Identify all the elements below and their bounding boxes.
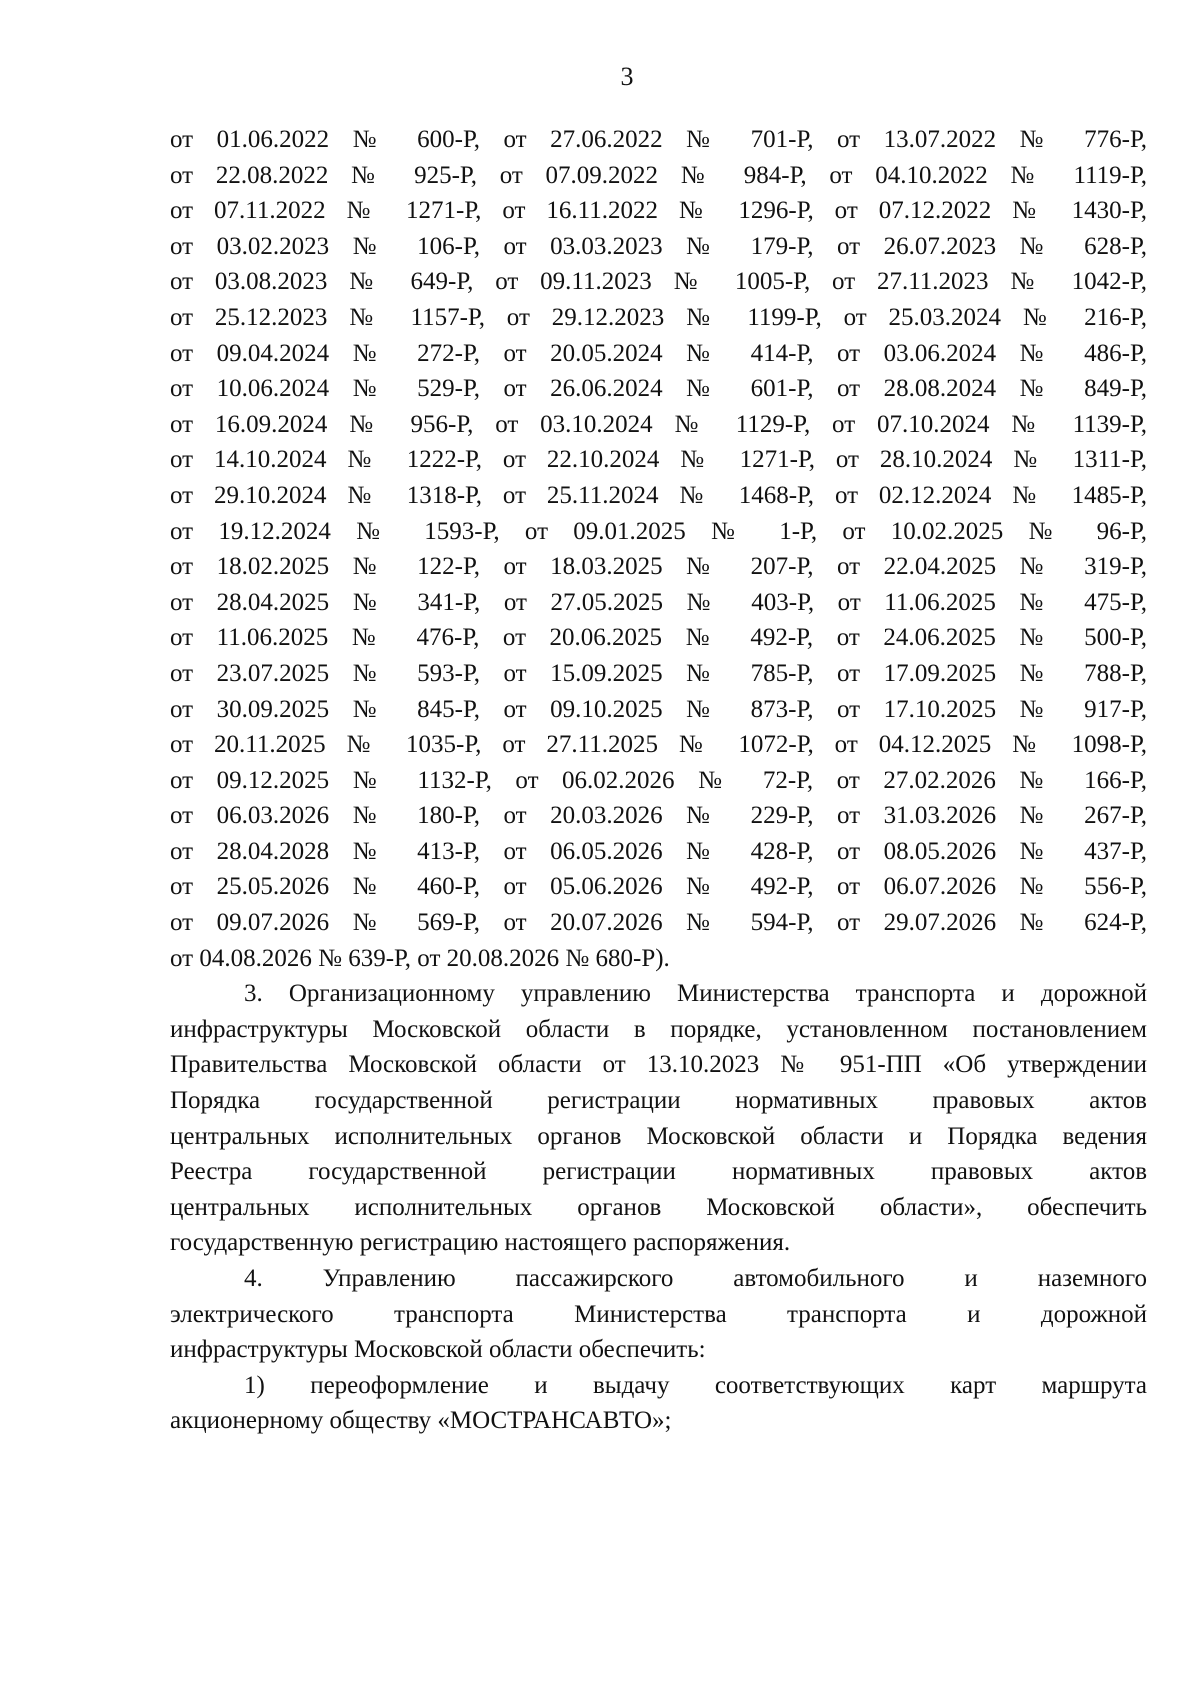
list-line: от 25.12.2023 № 1157-Р, от 29.12.2023 № 1199-Р, от 25.03.2024 № 216-Р,: [170, 303, 1147, 331]
item-1: [170, 1368, 1147, 1439]
list-line: от 01.06.2022 № 600-Р, от 27.06.2022 № 701-Р, от 13.07.2022 № 776-Р,: [170, 126, 1147, 153]
list-line: от 30.09.2025 № 845-Р, от 09.10.2025 № 873-Р, от 17.10.2025 № 917-Р,: [170, 695, 1147, 723]
list-line: от 28.04.2025 № 341-Р, от 27.05.2025 № 403-Р, от 11.06.2025 № 475-Р,: [170, 588, 1147, 616]
list-line: от 10.06.2024 № 529-Р, от 26.06.2024 № 601-Р, от 28.08.2024 № 849-Р,: [170, 375, 1147, 403]
list-line: от 28.04.2028 № 413-Р, от 06.05.2026 № 428-Р, от 08.05.2026 № 437-Р,: [170, 837, 1147, 865]
list-line: от 11.06.2025 № 476-Р, от 20.06.2025 № 492-Р, от 24.06.2025 № 500-Р,: [170, 624, 1147, 652]
orders-list: [170, 122, 1147, 976]
paragraph-line: электрического транспорта Министерства транспорта и дорожной: [170, 1300, 1147, 1328]
list-line: от 19.12.2024 № 1593-Р, от 09.01.2025 № 1-Р, от 10.02.2025 № 96-Р,: [170, 517, 1147, 545]
document-body: [170, 122, 1147, 1439]
list-line: от 25.05.2026 № 460-Р, от 05.06.2026 № 492-Р, от 06.07.2026 № 556-Р,: [170, 873, 1147, 901]
list-line: от 14.10.2024 № 1222-Р, от 22.10.2024 № 1271-Р, от 28.10.2024 № 1311-Р,: [170, 446, 1147, 474]
paragraph-line: инфраструктуры Московской области в порядке, установленном постановлением: [170, 1015, 1147, 1043]
list-line: от 03.08.2023 № 649-Р, от 09.11.2023 № 1005-Р, от 27.11.2023 № 1042-Р,: [170, 268, 1147, 296]
list-line: от 09.04.2024 № 272-Р, от 20.05.2024 № 414-Р, от 03.06.2024 № 486-Р,: [170, 339, 1147, 367]
paragraph-line-last: инфраструктуры Московской области обеспечить:: [170, 1336, 706, 1364]
list-line: от 23.07.2025 № 593-Р, от 15.09.2025 № 785-Р, от 17.09.2025 № 788-Р,: [170, 659, 1147, 687]
paragraph-line: Правительства Московской области от 13.10.2023 № 951-ПП «Об утверждении: [170, 1051, 1147, 1079]
list-line: от 20.11.2025 № 1035-Р, от 27.11.2025 № 1072-Р, от 04.12.2025 № 1098-Р,: [170, 731, 1147, 759]
paragraph-line: 4. Управлению пассажирского автомобильного и наземного: [244, 1265, 1147, 1292]
page-number: 3: [620, 62, 634, 91]
list-line: от 06.03.2026 № 180-Р, от 20.03.2026 № 229-Р, от 31.03.2026 № 267-Р,: [170, 802, 1147, 830]
list-line: от 09.12.2025 № 1132-Р, от 06.02.2026 № 72-Р, от 27.02.2026 № 166-Р,: [170, 766, 1147, 794]
paragraph-line: центральных исполнительных органов Московской области», обеспечить: [170, 1193, 1147, 1221]
paragraph-line: 1) переоформление и выдачу соответствующих карт маршрута: [244, 1371, 1147, 1399]
paragraph-line: 3. Организационному управлению Министерства транспорта и дорожной: [244, 980, 1147, 1008]
paragraph-line: центральных исполнительных органов Московской области и Порядка ведения: [170, 1122, 1147, 1150]
paragraph-line-last: акционерному обществу «МОСТРАНСАВТО»;: [170, 1407, 672, 1435]
paragraph-line-last: государственную регистрацию настоящего распоряжения.: [170, 1229, 791, 1257]
paragraph-3: [170, 976, 1147, 1261]
list-line: от 18.02.2025 № 122-Р, от 18.03.2025 № 207-Р, от 22.04.2025 № 319-Р,: [170, 553, 1147, 581]
list-line: от 07.11.2022 № 1271-Р, от 16.11.2022 № 1296-Р, от 07.12.2022 № 1430-Р,: [170, 197, 1147, 225]
paragraph-line: Порядка государственной регистрации нормативных правовых актов: [170, 1087, 1147, 1115]
list-line: от 16.09.2024 № 956-Р, от 03.10.2024 № 1129-Р, от 07.10.2024 № 1139-Р,: [170, 410, 1147, 438]
list-line: от 09.07.2026 № 569-Р, от 20.07.2026 № 594-Р, от 29.07.2026 № 624-Р,: [170, 909, 1147, 937]
paragraph-line: Реестра государственной регистрации нормативных правовых актов: [170, 1158, 1147, 1186]
list-line: от 29.10.2024 № 1318-Р, от 25.11.2024 № 1468-Р, от 02.12.2024 № 1485-Р,: [170, 481, 1147, 509]
list-line-last: от 04.08.2026 № 639-Р, от 20.08.2026 № 680-Р).: [170, 944, 670, 972]
paragraph-4: [170, 1261, 1147, 1368]
list-line: от 03.02.2023 № 106-Р, от 03.03.2023 № 179-Р, от 26.07.2023 № 628-Р,: [170, 232, 1147, 260]
list-line: от 22.08.2022 № 925-Р, от 07.09.2022 № 984-Р, от 04.10.2022 № 1119-Р,: [170, 161, 1147, 189]
